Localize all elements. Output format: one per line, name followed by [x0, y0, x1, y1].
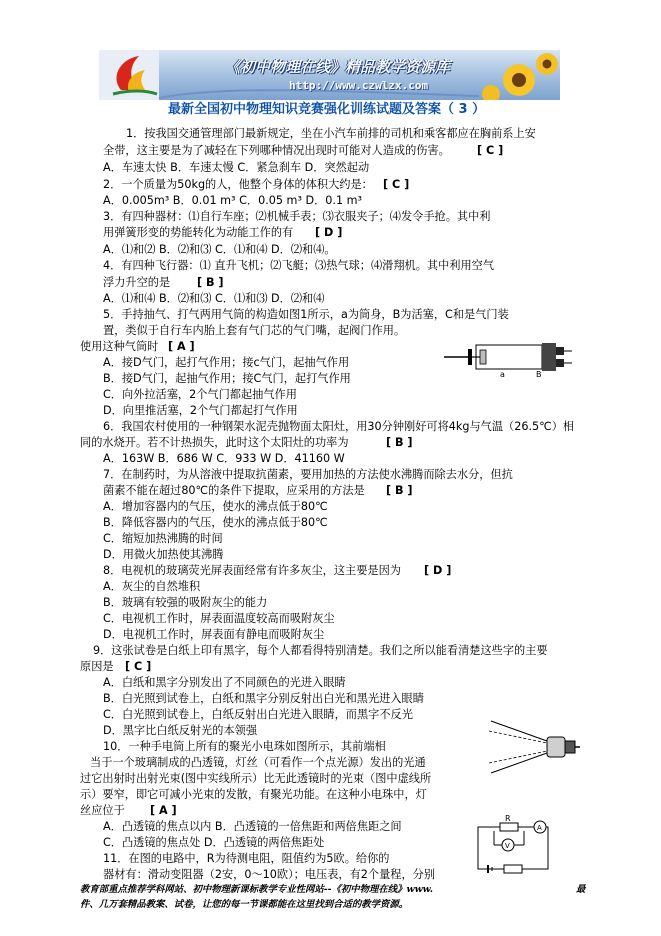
page-title: 最新全国初中物理知识竞赛强化训练试题及答案（ 3 ） [168, 102, 486, 117]
fig-label-a: a [500, 370, 505, 379]
text-line: 7．在制药时，为从溶液中提取抗菌素，要用加热的方法使水沸腾而除去水分，但抗 [103, 468, 513, 481]
text-line: A．⑴和⑵ B．⑵和⑶ C．⑴和⑷ D．⑵和⑷。 [103, 243, 336, 256]
ammeter-icon: A [537, 824, 542, 832]
banner-url[interactable]: http://www.czwlzx.com [289, 79, 429, 92]
text-line: 5．手持抽气、打气两用气筒的构造如图1所示，a为筒身，B为活塞，C和是气门装 [103, 308, 509, 321]
text-line: A．凸透镜的焦点以内 B．凸透镜的一倍焦距和两倍焦距之间 [103, 820, 402, 833]
circuit-figure [470, 815, 560, 875]
text-line: C．向外拉活塞，2个气门都起抽气作用 [103, 388, 297, 401]
answer-bracket: [ C ] [383, 178, 410, 191]
answer-bracket: [ B ] [386, 436, 413, 449]
text-line: 当于一个玻璃制成的凸透镜，灯丝（可看作一个点光源）发出的光通 [90, 756, 426, 769]
answer-bracket: [ B ] [386, 484, 413, 497]
text-line: A．白纸和黑字分别发出了不同颜色的光进入眼睛 [103, 676, 346, 689]
banner-title: 《初中物理在线》精品教学资源库 [225, 58, 451, 76]
text-line: 过它出射时出射光束(图中实线所示）比无此透镜时的光束（图中虚线所 [80, 772, 432, 785]
text-line: C．缩短加热沸腾的时间 [103, 532, 223, 545]
text-line: A．接D气门，起打气作用；接c气门，起抽气作用 [103, 356, 350, 369]
text-line: A．⑴和⑷ B．⑵和⑶ C．⑴和⑶ D．⑵和⑷ [103, 292, 325, 305]
fig-label-r: R [505, 815, 511, 823]
answer-bracket: [ D ] [315, 226, 343, 239]
text-line: B．降低容器内的气压，使水的沸点低于80℃ [103, 516, 328, 529]
text-line: D．黑字比白纸反射光的本领强 [103, 724, 258, 737]
text-line: C．电视机工作时，屏表面温度较高而吸附灰尘 [103, 612, 335, 625]
text-line: 置，类似于自行车内胎上套有气门芯的气门嘴，起阀门作用。 [103, 324, 406, 337]
text-line: 浮力升空的是 [103, 276, 171, 289]
text-line: 10．一种手电筒上所有的聚光小电珠如图所示，其前端相 [103, 740, 386, 753]
text-line: 11．在图的电路中，R为待测电阻，阻值约为5欧。给你的 [103, 852, 390, 865]
voltmeter-icon: V [505, 842, 510, 850]
text-line: A．0.005m³ B．0.01 m³ C．0.05 m³ D．0.1 m³ [103, 194, 363, 207]
text-line: D．向里推活塞，2个气门都起打气作用 [103, 404, 298, 417]
answer-bracket: [ A ] [168, 340, 195, 353]
text-line: C．白光照到试卷上，白纸反射出白光进入眼睛，而黑字不反光 [103, 708, 413, 721]
answer-bracket: [ C ] [125, 660, 152, 673]
text-line: 全带，这主要是为了减轻在下列哪种情况出现时可能对人造成的伤害。 [103, 144, 450, 157]
text-line: A．增加容器内的气压，使水的沸点低于80℃ [103, 500, 328, 513]
text-line: 原因是 [80, 660, 114, 673]
text-line: 4．有四种飞行器：⑴ 直升飞机；⑵飞艇；⑶热气球；⑷滑翔机。其中利用空气 [103, 259, 495, 272]
text-line: 使用这种气筒时 [80, 340, 159, 353]
text-line: B．玻璃有较强的吸附灰尘的能力 [103, 596, 268, 609]
text-line: D．电视机工作时，屏表面有静电而吸附灰尘 [103, 628, 325, 641]
text-line: 6．我国农村使用的一种钢架水泥壳抛物面太阳灶，用30分钟刚好可将4kg与气温（26.5℃）相 [103, 420, 575, 433]
text-line: 菌素不能在超过80℃的条件下提取，应采用的方法是 [103, 484, 365, 497]
text-line: A．163W B．686 W C．933 W D．41160 W [103, 452, 345, 465]
answer-bracket: [ A ] [150, 804, 177, 817]
text-line: 同的水烧开。若不计热损失，此时这个太阳灶的功率为 [80, 436, 349, 449]
text-line: 器材有：滑动变阻器（2安，0～10欧）；电压表，有2个量程，分别 [103, 868, 436, 881]
answer-bracket: [ C ] [477, 144, 504, 157]
text-line: A．灰尘的自然堆积 [103, 580, 201, 593]
text-line: C．凸透镜的焦点处 D．凸透镜的两倍焦距处 [103, 836, 325, 849]
text-line: 丝应位于 [80, 804, 125, 817]
pump-figure [440, 333, 575, 381]
text-line: 3．有四种器材：⑴自行车座；⑵机械手表；⑶衣服夹子；⑷发令手抢。其中利 [103, 210, 491, 223]
text-line: 示）要窄，即它可减小光束的发散，有聚光功能。在这种小电珠中，灯 [80, 788, 427, 801]
footer-line-2: 件、几万套精品教案、试卷，让您的每一节课都能在这里找到合适的教学资源。 [80, 899, 409, 910]
fig-label-b: B [536, 370, 542, 379]
text-line: 1．按我国交通管理部门最新规定，坐在小汽车前排的司机和乘客都应在胸前系上安 [126, 127, 536, 140]
text-line: D．用微火加热使其沸腾 [103, 548, 224, 561]
text-line: 9．这张试卷是白纸上印有黑字，每个人都看得特别清楚。我们之所以能看清楚这些字的主要 [93, 644, 548, 657]
text-line: 2．一个质量为50kg的人，他整个身体的体积大约是： [103, 178, 373, 191]
text-line: 8．电视机的玻璃荧光屏表面经常有许多灰尘，这主要是因为 [103, 564, 401, 577]
footer-line-1: 教育部重点推荐学科网站、初中物理新课标教学专业性网站--《初中物理在线》www. [80, 884, 434, 895]
text-line: A．车速太快 B．车速太慢 C．紧急刹车 D．突然起动 [103, 161, 370, 174]
footer-right: 最 [576, 884, 586, 895]
answer-bracket: [ B ] [197, 276, 224, 289]
header-banner [99, 50, 560, 100]
answer-bracket: [ D ] [424, 564, 452, 577]
flashlight-bulb-figure [487, 717, 582, 777]
text-line: 用弹簧形变的势能转化为动能工作的有 [103, 226, 294, 239]
text-line: B．接D气门，起抽气作用；接C气门，起打气作用 [103, 372, 351, 385]
text-line: B．白光照到试卷上，白纸和黑字分别反射出白光和黑光进入眼睛 [103, 692, 424, 705]
